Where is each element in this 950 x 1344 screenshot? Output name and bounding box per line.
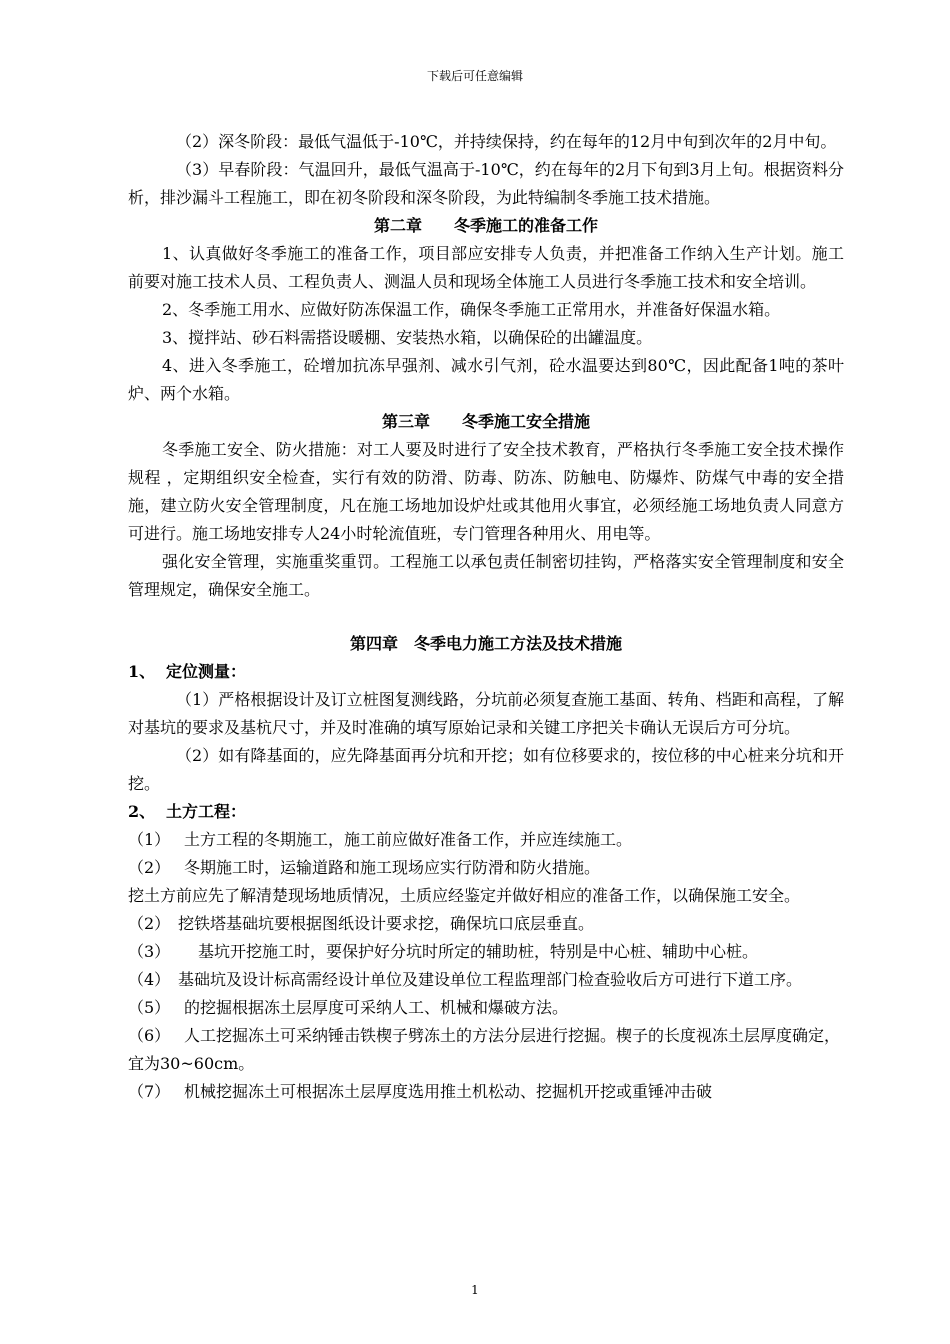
list-item: （4） 基础坑及设计标高需经设计单位及建设单位工程监理部门检查验收后方可进行下道工序。 [128,970,803,989]
section-number: 2、 [128,802,156,821]
section-title: 土方工程： [166,802,247,821]
paragraph: （2）如有降基面的，应先降基面再分坑和开挖；如有位移要求的，按位移的中心桩来分坑和开挖。 [128,746,844,793]
chapter-title: 第四章 冬季电力施工方法及技术措施 [349,634,622,653]
list-item: （5） 的挖掘根据冻土层厚度可采纳人工、机械和爆破方法。 [128,998,569,1017]
paragraph: （2）深冬阶段：最低气温低于-10℃，并持续保持，约在每年的12月中旬到次年的2月中旬。 [176,132,837,151]
list-item: （2） 挖铁塔基础坑要根据图纸设计要求挖，确保坑口底层垂直。 [128,914,595,933]
list-item: （2） 冬期施工时，运输道路和施工现场应实行防滑和防火措施。 [128,858,601,877]
paragraph: 1、认真做好冬季施工的准备工作，项目部应安排专人负责，并把准备工作纳入生产计划。施工前要对施工技术人员、工程负责人、测温人员和现场全体施工人员进行冬季施工技术和安全培训。 [128,244,844,291]
list-item: （6） 人工挖掘冻土可采纳锤击铁楔子劈冻土的方法分层进行挖掘。楔子的长度视冻土层厚度确定，宜为30~60cm。 [128,1026,841,1073]
page-header: 下载后可任意编辑 [426,69,523,83]
paragraph: 冬季施工安全、防火措施：对工人要及时进行了安全技术教育，严格执行冬季施工安全技术操作规程 ，定期组织安全检查，实行有效的防滑、防毒、防冻、防触电、防爆炸、防煤气中毒的安全措施，建立防火安全管理制度，凡在施工场地加设炉灶或其他用火事宜，必须经施工场地负责人同意方可进行。施工场地安排专人24小时轮流值班，专门管理各种用火、用电等。 [128,440,844,543]
list-item: （3） 基坑开挖施工时，要保护好分坑时所定的辅助桩，特别是中心桩、辅助中心桩。 [128,942,759,961]
paragraph: 3、搅拌站、砂石料需搭设暖棚、安装热水箱，以确保砼的出罐温度。 [162,328,653,347]
section-heading [128,798,844,826]
paragraph: （1）严格根据设计及订立桩图复测线路，分坑前必须复查施工基面、转角、档距和高程，了解对基坑的要求及基杭尺寸，并及时准确的填写原始记录和关键工序把关卡确认无误后方可分坑。 [128,690,844,737]
paragraph: 4、进入冬季施工，砼增加抗冻早强剂、减水引气剂，砼水温要达到80℃，因此配备1吨的茶叶炉、两个水箱。 [128,356,844,403]
chapter-title: 第二章 冬季施工的准备工作 [373,216,598,235]
section-number: 1、 [128,662,156,681]
section-heading [128,658,844,686]
chapter-title: 第三章 冬季施工安全措施 [381,412,590,431]
document-body [128,128,844,1106]
list-item: （1） 土方工程的冬期施工，施工前应做好准备工作，并应连续施工。 [128,830,633,849]
section-title: 定位测量： [166,662,247,681]
page-number: 1 [471,1283,479,1297]
paragraph: 强化安全管理，实施重奖重罚。工程施工以承包责任制密切挂钩，严格落实安全管理制度和安全管理规定，确保安全施工。 [128,552,844,599]
paragraph: 2、冬季施工用水、应做好防冻保温工作，确保冬季施工正常用水，并准备好保温水箱。 [162,300,781,319]
paragraph: （3）早春阶段：气温回升，最低气温高于-10℃，约在每年的2月下旬到3月上旬。根据资料分析，排沙漏斗工程施工，即在初冬阶段和深冬阶段，为此特编制冬季施工技术措施。 [128,160,844,207]
list-item: （7） 机械挖掘冻土可根据冻土层厚度选用推土机松动、挖掘机开挖或重锤冲击破 [128,1082,713,1101]
paragraph: 挖土方前应先了解清楚现场地质情况，土质应经鉴定并做好相应的准备工作，以确保施工安全。 [128,886,801,905]
